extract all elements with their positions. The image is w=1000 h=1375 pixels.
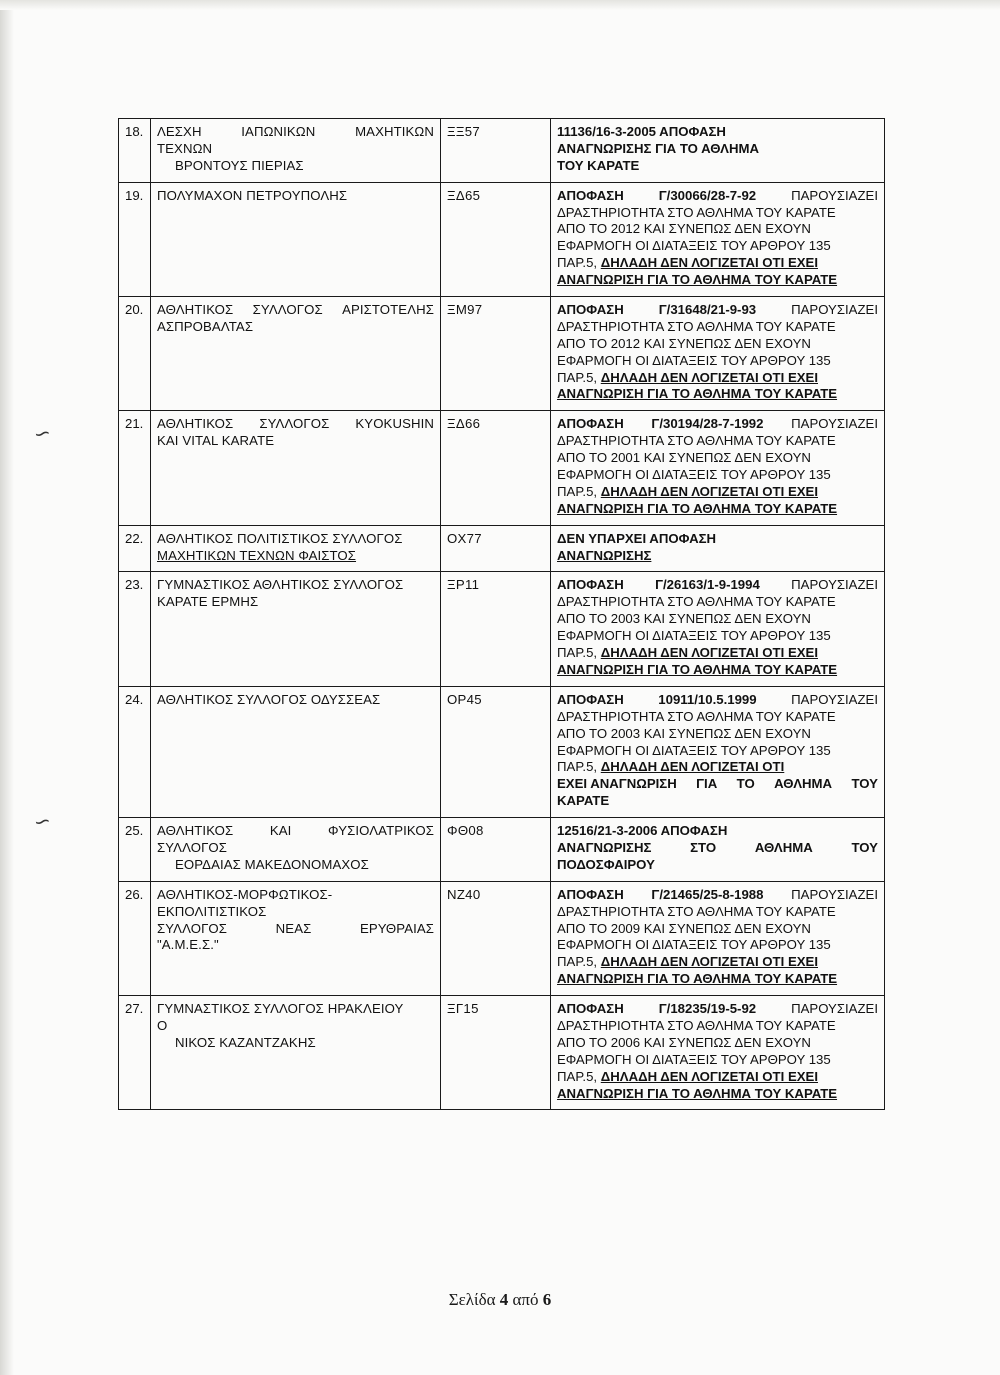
- decision-status: [551, 297, 885, 411]
- decision-status-line: 12516/21-3-2006 ΑΠΟΦΑΣΗ: [557, 823, 728, 839]
- margin-mark-icon: ∽: [31, 809, 54, 835]
- club-name-segment: ΙΑΠΩΝΙΚΩΝ: [241, 124, 316, 139]
- club-name: [151, 411, 441, 525]
- decision-status-segment: Γ/26163/1-9-1994: [655, 577, 760, 593]
- decision-status-segment: ΑΠΟΦΑΣΗ: [557, 691, 624, 707]
- club-name-line: ΠΟΛΥΜΑΧΟΝ ΠΕΤΡΟΥΠΟΛΗΣ: [157, 187, 348, 203]
- decision-status-segment: ΔΗΛΑΔΗ ΔΕΝ ΛΟΓΙΖΕΤΑΙ ΟΤΙ ΕΧΕΙ: [600, 954, 818, 970]
- club-code: ΞΜ97: [441, 297, 551, 411]
- decision-status-line: ΚΑΡΑΤΕ: [557, 793, 610, 809]
- decision-status-segment: ΤΟ: [736, 776, 755, 792]
- decision-status-line: ΕΦΑΡΜΟΓΗ ΟΙ ΔΙΑΤΑΞΕΙΣ ΤΟΥ ΑΡΘΡΟΥ 135: [557, 352, 831, 368]
- table-row: [119, 818, 885, 882]
- club-name-line: ΕΟΡΔΑΙΑΣ ΜΑΚΕΔΟΝΟΜΑΧΟΣ: [175, 856, 369, 872]
- row-number: 23.: [119, 572, 151, 686]
- decision-status-segment: ΠΑΡΟΥΣΙΑΖΕΙ: [791, 886, 878, 902]
- decision-status-line: [557, 302, 878, 319]
- decision-status-segment: ΑΠΟΦΑΣΗ: [557, 1001, 624, 1017]
- club-name-line: ΓΥΜΝΑΣΤΙΚΟΣ ΑΘΛΗΤΙΚΟΣ ΣΥΛΛΟΓΟΣ: [157, 577, 404, 593]
- decision-status-line: [557, 887, 878, 904]
- decision-status-line: ΑΝΑΓΝΩΡΙΣΗ ΓΙΑ ΤΟ ΑΘΛΗΜΑ ΤΟΥ ΚΑΡΑΤΕ: [557, 272, 838, 288]
- club-name: [151, 182, 441, 296]
- row-number: 21.: [119, 411, 151, 525]
- decision-status-line: ΑΝΑΓΝΩΡΙΣΗ ΓΙΑ ΤΟ ΑΘΛΗΜΑ ΤΟΥ ΚΑΡΑΤΕ: [557, 500, 838, 516]
- club-name-segment: ΜΑΧΗΤΙΚΩΝ: [355, 124, 434, 139]
- decision-status-segment: ΣΤΟ: [690, 839, 717, 855]
- decision-status-line: ΑΝΑΓΝΩΡΙΣΗ ΓΙΑ ΤΟ ΑΘΛΗΜΑ ΤΟΥ ΚΑΡΑΤΕ: [557, 661, 838, 677]
- club-name-segment: ΣΥΛΛΟΓΟΣ: [252, 302, 323, 318]
- decision-status-segment: ΔΗΛΑΔΗ ΔΕΝ ΛΟΓΙΖΕΤΑΙ ΟΤΙ ΕΧΕΙ: [600, 1068, 818, 1084]
- decision-status: [551, 996, 885, 1110]
- club-name-segment: ΛΕΣΧΗ: [157, 124, 202, 139]
- club-name-line: [157, 921, 434, 938]
- decision-status-line: [557, 645, 878, 662]
- decision-status-segment: ΑΘΛΗΜΑ: [754, 839, 813, 855]
- decision-status-line: [557, 255, 878, 272]
- decision-status: [551, 182, 885, 296]
- club-name: [151, 119, 441, 183]
- decision-status-line: ΑΝΑΓΝΩΡΙΣΗ ΓΙΑ ΤΟ ΑΘΛΗΜΑ ΤΟΥ ΚΑΡΑΤΕ: [557, 971, 838, 987]
- club-name: [151, 881, 441, 995]
- decision-status-line: [557, 1001, 878, 1018]
- club-name-line: ΑΣΠΡΟΒΑΛΤΑΣ: [157, 318, 254, 334]
- club-name: [151, 818, 441, 882]
- club-name-line: ΑΘΛΗΤΙΚΟΣ ΣΥΛΛΟΓΟΣ ΟΔΥΣΣΕΑΣ: [157, 691, 381, 707]
- decision-status: [551, 411, 885, 525]
- decision-status-line: ΑΠΟ ΤΟ 2003 ΚΑΙ ΣΥΝΕΠΩΣ ΔΕΝ ΕΧΟΥΝ: [557, 725, 811, 741]
- decision-status-line: ΑΝΑΓΝΩΡΙΣΗΣ: [557, 547, 652, 563]
- decision-status: [551, 818, 885, 882]
- decision-status-line: [557, 776, 878, 793]
- decision-status-line: 11136/16-3-2005 ΑΠΟΦΑΣΗ: [557, 124, 726, 139]
- decision-status-segment: ΑΠΟΦΑΣΗ: [557, 577, 624, 593]
- decision-status-line: ΕΦΑΡΜΟΓΗ ΟΙ ΔΙΑΤΑΞΕΙΣ ΤΟΥ ΑΡΘΡΟΥ 135: [557, 1051, 831, 1067]
- decision-status-line: [557, 484, 878, 501]
- club-name: [151, 297, 441, 411]
- club-name-line: [157, 823, 434, 840]
- club-name-segment: ΣΥΛΛΟΓΟΣ: [259, 416, 330, 432]
- decision-status-line: [557, 692, 878, 709]
- row-number: 18.: [119, 119, 151, 183]
- decision-status-segment: ΠΑΡΟΥΣΙΑΖΕΙ: [791, 416, 878, 432]
- decision-status: [551, 881, 885, 995]
- decision-status: [551, 525, 885, 572]
- club-name-line: ΕΚΠΟΛΙΤΙΣΤΙΚΟΣ: [157, 903, 267, 919]
- row-number: 25.: [119, 818, 151, 882]
- decision-status-segment: ΑΘΛΗΜΑ: [774, 776, 833, 792]
- decision-status-line: ΕΦΑΡΜΟΓΗ ΟΙ ΔΙΑΤΑΞΕΙΣ ΤΟΥ ΑΡΘΡΟΥ 135: [557, 238, 831, 254]
- club-code: ΞΡ11: [441, 572, 551, 686]
- decision-status-line: [557, 759, 878, 776]
- table-row: [119, 119, 885, 183]
- club-name-line: [157, 302, 434, 319]
- table-row: [119, 182, 885, 296]
- club-name-line: ΓΥΜΝΑΣΤΙΚΟΣ ΣΥΛΛΟΓΟΣ ΗΡΑΚΛΕΙΟΥ: [157, 1001, 404, 1017]
- club-code: ΟΧ77: [441, 525, 551, 572]
- decision-status-line: ΕΦΑΡΜΟΓΗ ΟΙ ΔΙΑΤΑΞΕΙΣ ΤΟΥ ΑΡΘΡΟΥ 135: [557, 937, 831, 953]
- row-number: 20.: [119, 297, 151, 411]
- decision-status-segment: ΔΗΛΑΔΗ ΔΕΝ ΛΟΓΙΖΕΤΑΙ ΟΤΙ ΕΧΕΙ: [600, 255, 818, 271]
- club-name-segment: ΑΡΙΣΤΟΤΕΛΗΣ: [342, 302, 434, 318]
- decision-status-line: ΕΦΑΡΜΟΓΗ ΟΙ ΔΙΑΤΑΞΕΙΣ ΤΟΥ ΑΡΘΡΟΥ 135: [557, 742, 831, 758]
- decision-status-segment: ΠΑΡ.5,: [557, 645, 601, 661]
- table-row: [119, 996, 885, 1110]
- row-number: 22.: [119, 525, 151, 572]
- club-name: [151, 525, 441, 572]
- row-number: 19.: [119, 182, 151, 296]
- decision-status-segment: Γ/18235/19-5-92: [658, 1001, 757, 1017]
- decision-status-segment: ΓΙΑ: [696, 776, 718, 792]
- club-name-segment: ΑΘΛΗΤΙΚΟΣ: [157, 823, 234, 839]
- club-code: ΞΔ65: [441, 182, 551, 296]
- scan-edge-top: [0, 0, 1000, 10]
- decision-status-segment: ΔΗΛΑΔΗ ΔΕΝ ΛΟΓΙΖΕΤΑΙ ΟΤΙ: [600, 759, 785, 775]
- footer-prefix: Σελίδα: [448, 1290, 500, 1309]
- decision-status-segment: ΠΑΡΟΥΣΙΑΖΕΙ: [791, 691, 878, 707]
- club-name-segment: KYOKUSHIN: [355, 416, 434, 432]
- decision-status-line: ΑΠΟ ΤΟ 2003 ΚΑΙ ΣΥΝΕΠΩΣ ΔΕΝ ΕΧΟΥΝ: [557, 611, 811, 627]
- decision-status-line: ΔΡΑΣΤΗΡΙΟΤΗΤΑ ΣΤΟ ΑΘΛΗΜΑ ΤΟΥ ΚΑΡΑΤΕ: [557, 318, 836, 334]
- club-name: [151, 686, 441, 817]
- decision-status-segment: ΑΠΟΦΑΣΗ: [557, 416, 624, 432]
- footer-page-number: 4: [499, 1290, 509, 1309]
- club-name-line: "Α.Μ.Ε.Σ.": [157, 937, 219, 953]
- club-name-line: Ο: [157, 1017, 168, 1033]
- decision-status-line: ΔΡΑΣΤΗΡΙΟΤΗΤΑ ΣΤΟ ΑΘΛΗΜΑ ΤΟΥ ΚΑΡΑΤΕ: [557, 204, 836, 220]
- decision-status-segment: ΠΑΡΟΥΣΙΑΖΕΙ: [791, 302, 878, 318]
- row-number: 24.: [119, 686, 151, 817]
- decision-status-line: ΑΠΟ ΤΟ 2012 ΚΑΙ ΣΥΝΕΠΩΣ ΔΕΝ ΕΧΟΥΝ: [557, 221, 811, 237]
- club-code: ΞΔ66: [441, 411, 551, 525]
- table-row: [119, 881, 885, 995]
- club-code: ΦΘ08: [441, 818, 551, 882]
- decision-status-line: ΔΡΑΣΤΗΡΙΟΤΗΤΑ ΣΤΟ ΑΘΛΗΜΑ ΤΟΥ ΚΑΡΑΤΕ: [557, 708, 836, 724]
- decision-status-line: ΔΡΑΣΤΗΡΙΟΤΗΤΑ ΣΤΟ ΑΘΛΗΜΑ ΤΟΥ ΚΑΡΑΤΕ: [557, 433, 836, 449]
- club-name-segment: ΦΥΣΙΟΛΑΤΡΙΚΟΣ: [328, 823, 434, 839]
- decision-status-line: ΑΝΑΓΝΩΡΙΣΗ ΓΙΑ ΤΟ ΑΘΛΗΜΑ ΤΟΥ ΚΑΡΑΤΕ: [557, 386, 838, 402]
- decision-status-segment: ΠΑΡΟΥΣΙΑΖΕΙ: [791, 1001, 878, 1017]
- club-name-line: [157, 416, 434, 433]
- decision-status-line: ΑΝΑΓΝΩΡΙΣΗΣ ΓΙΑ ΤΟ ΑΘΛΗΜΑ: [557, 140, 759, 156]
- decision-status-segment: Γ/30194/28-7-1992: [651, 416, 764, 432]
- decision-status-segment: 10911/10.5.1999: [658, 691, 757, 707]
- margin-mark-icon: ∽: [31, 421, 54, 447]
- decision-status: [551, 686, 885, 817]
- decision-status-segment: ΠΑΡ.5,: [557, 483, 601, 499]
- decision-status-line: [557, 954, 878, 971]
- decision-status-line: [557, 370, 878, 387]
- decision-status-line: ΑΝΑΓΝΩΡΙΣΗ ΓΙΑ ΤΟ ΑΘΛΗΜΑ ΤΟΥ ΚΑΡΑΤΕ: [557, 1085, 838, 1101]
- decision-status-line: ΑΠΟ ΤΟ 2001 ΚΑΙ ΣΥΝΕΠΩΣ ΔΕΝ ΕΧΟΥΝ: [557, 450, 811, 466]
- table-row: [119, 572, 885, 686]
- decision-status-segment: ΤΟΥ: [851, 839, 878, 855]
- decision-status-line: [557, 577, 878, 594]
- club-name-segment: ΑΘΛΗΤΙΚΟΣ: [157, 302, 234, 318]
- club-name-segment: ΝΕΑΣ: [275, 920, 312, 936]
- club-name-line: ΚΑΡΑΤΕ ΕΡΜΗΣ: [157, 594, 259, 610]
- decision-status-segment: ΠΑΡΟΥΣΙΑΖΕΙ: [791, 187, 878, 203]
- decision-status-segment: ΠΑΡ.5,: [557, 954, 601, 970]
- decision-status-line: ΕΦΑΡΜΟΓΗ ΟΙ ΔΙΑΤΑΞΕΙΣ ΤΟΥ ΑΡΘΡΟΥ 135: [557, 467, 831, 483]
- decision-status-line: [557, 188, 878, 205]
- club-name: [151, 996, 441, 1110]
- club-name-line: ΚΑΙ VITAL KARATE: [157, 433, 275, 449]
- decision-status-line: ΑΠΟ ΤΟ 2012 ΚΑΙ ΣΥΝΕΠΩΣ ΔΕΝ ΕΧΟΥΝ: [557, 335, 811, 351]
- decision-status-line: ΔΡΑΣΤΗΡΙΟΤΗΤΑ ΣΤΟ ΑΘΛΗΜΑ ΤΟΥ ΚΑΡΑΤΕ: [557, 594, 836, 610]
- club-name-line: ΒΡΟΝΤΟΥΣ ΠΙΕΡΙΑΣ: [175, 157, 304, 173]
- club-code: ΞΞ57: [441, 119, 551, 183]
- decision-status-segment: Γ/30066/28-7-92: [658, 187, 757, 203]
- club-name-line: ΝΙΚΟΣ ΚΑΖΑΝΤΖΑΚΗΣ: [175, 1034, 316, 1050]
- club-name-segment: ΑΘΛΗΤΙΚΟΣ: [157, 416, 234, 432]
- decision-status: [551, 119, 885, 183]
- decision-status-line: ΑΠΟ ΤΟ 2009 ΚΑΙ ΣΥΝΕΠΩΣ ΔΕΝ ΕΧΟΥΝ: [557, 920, 811, 936]
- club-code: ΟΡ45: [441, 686, 551, 817]
- decision-status-segment: ΕΧΕΙ ΑΝΑΓΝΩΡΙΣΗ: [557, 776, 677, 792]
- decision-status-segment: ΠΑΡ.5,: [557, 369, 601, 385]
- club-name-segment: ΣΥΛΛΟΓΟΣ: [157, 920, 228, 936]
- decision-status-segment: ΑΠΟΦΑΣΗ: [557, 886, 624, 902]
- decision-status-line: ΠΟΔΟΣΦΑΙΡΟΥ: [557, 856, 655, 872]
- club-name-line: [157, 124, 434, 141]
- decision-status-line: ΔΡΑΣΤΗΡΙΟΤΗΤΑ ΣΤΟ ΑΘΛΗΜΑ ΤΟΥ ΚΑΡΑΤΕ: [557, 903, 836, 919]
- scan-edge-left: [0, 0, 14, 1375]
- decision-status: [551, 572, 885, 686]
- club-name-line: ΑΘΛΗΤΙΚΟΣ-ΜΟΡΦΩΤΙΚΟΣ-: [157, 886, 333, 902]
- page-footer: [0, 1290, 1000, 1310]
- decision-status-line: [557, 416, 878, 433]
- club-code: ΞΓ15: [441, 996, 551, 1110]
- decision-status-line: ΕΦΑΡΜΟΓΗ ΟΙ ΔΙΑΤΑΞΕΙΣ ΤΟΥ ΑΡΘΡΟΥ 135: [557, 628, 831, 644]
- decision-status-segment: ΑΝΑΓΝΩΡΙΣΗΣ: [557, 839, 652, 855]
- decision-status-segment: Γ/31648/21-9-93: [658, 302, 757, 318]
- club-name-segment: ΕΡΥΘΡΑΙΑΣ: [359, 920, 434, 936]
- registry-table: [118, 118, 885, 1110]
- decision-status-segment: ΔΗΛΑΔΗ ΔΕΝ ΛΟΓΙΖΕΤΑΙ ΟΤΙ ΕΧΕΙ: [600, 369, 818, 385]
- footer-middle: από: [508, 1290, 543, 1309]
- club-name-line: ΜΑΧΗΤΙΚΩΝ ΤΕΧΝΩΝ ΦΑΙΣΤΟΣ: [157, 547, 357, 563]
- row-number: 26.: [119, 881, 151, 995]
- decision-status-line: ΔΡΑΣΤΗΡΙΟΤΗΤΑ ΣΤΟ ΑΘΛΗΜΑ ΤΟΥ ΚΑΡΑΤΕ: [557, 1017, 836, 1033]
- table-row: [119, 525, 885, 572]
- decision-status-segment: ΠΑΡ.5,: [557, 1068, 601, 1084]
- club-name-line: ΣΥΛΛΟΓΟΣ: [157, 839, 228, 855]
- decision-status-line: ΔΕΝ ΥΠΑΡΧΕΙ ΑΠΟΦΑΣΗ: [557, 530, 717, 546]
- decision-status-segment: ΠΑΡ.5,: [557, 255, 601, 271]
- club-name-segment: ΚΑΙ: [269, 823, 292, 839]
- decision-status-segment: ΤΟΥ: [851, 776, 878, 792]
- decision-status-line: ΑΠΟ ΤΟ 2006 ΚΑΙ ΣΥΝΕΠΩΣ ΔΕΝ ΕΧΟΥΝ: [557, 1034, 811, 1050]
- row-number: 27.: [119, 996, 151, 1110]
- club-name: [151, 572, 441, 686]
- footer-page-total: 6: [542, 1290, 552, 1309]
- table-row: [119, 297, 885, 411]
- decision-status-segment: ΑΠΟΦΑΣΗ: [557, 187, 624, 203]
- decision-status-line: [557, 1069, 878, 1086]
- decision-status-segment: ΔΗΛΑΔΗ ΔΕΝ ΛΟΓΙΖΕΤΑΙ ΟΤΙ ΕΧΕΙ: [600, 645, 818, 661]
- decision-status-segment: ΑΠΟΦΑΣΗ: [557, 302, 624, 318]
- club-name-line: ΤΕΧΝΩΝ: [157, 140, 213, 156]
- club-name-line: ΑΘΛΗΤΙΚΟΣ ΠΟΛΙΤΙΣΤΙΚΟΣ ΣΥΛΛΟΓΟΣ: [157, 530, 403, 546]
- decision-status-line: [557, 840, 878, 857]
- decision-status-line: ΤΟΥ ΚΑΡΑΤΕ: [557, 157, 640, 173]
- decision-status-segment: Γ/21465/25-8-1988: [651, 886, 764, 902]
- club-code: ΝΖ40: [441, 881, 551, 995]
- decision-status-segment: ΠΑΡ.5,: [557, 759, 601, 775]
- table-row: [119, 686, 885, 817]
- decision-status-segment: ΠΑΡΟΥΣΙΑΖΕΙ: [791, 577, 878, 593]
- decision-status-segment: ΔΗΛΑΔΗ ΔΕΝ ΛΟΓΙΖΕΤΑΙ ΟΤΙ ΕΧΕΙ: [600, 483, 818, 499]
- table-row: [119, 411, 885, 525]
